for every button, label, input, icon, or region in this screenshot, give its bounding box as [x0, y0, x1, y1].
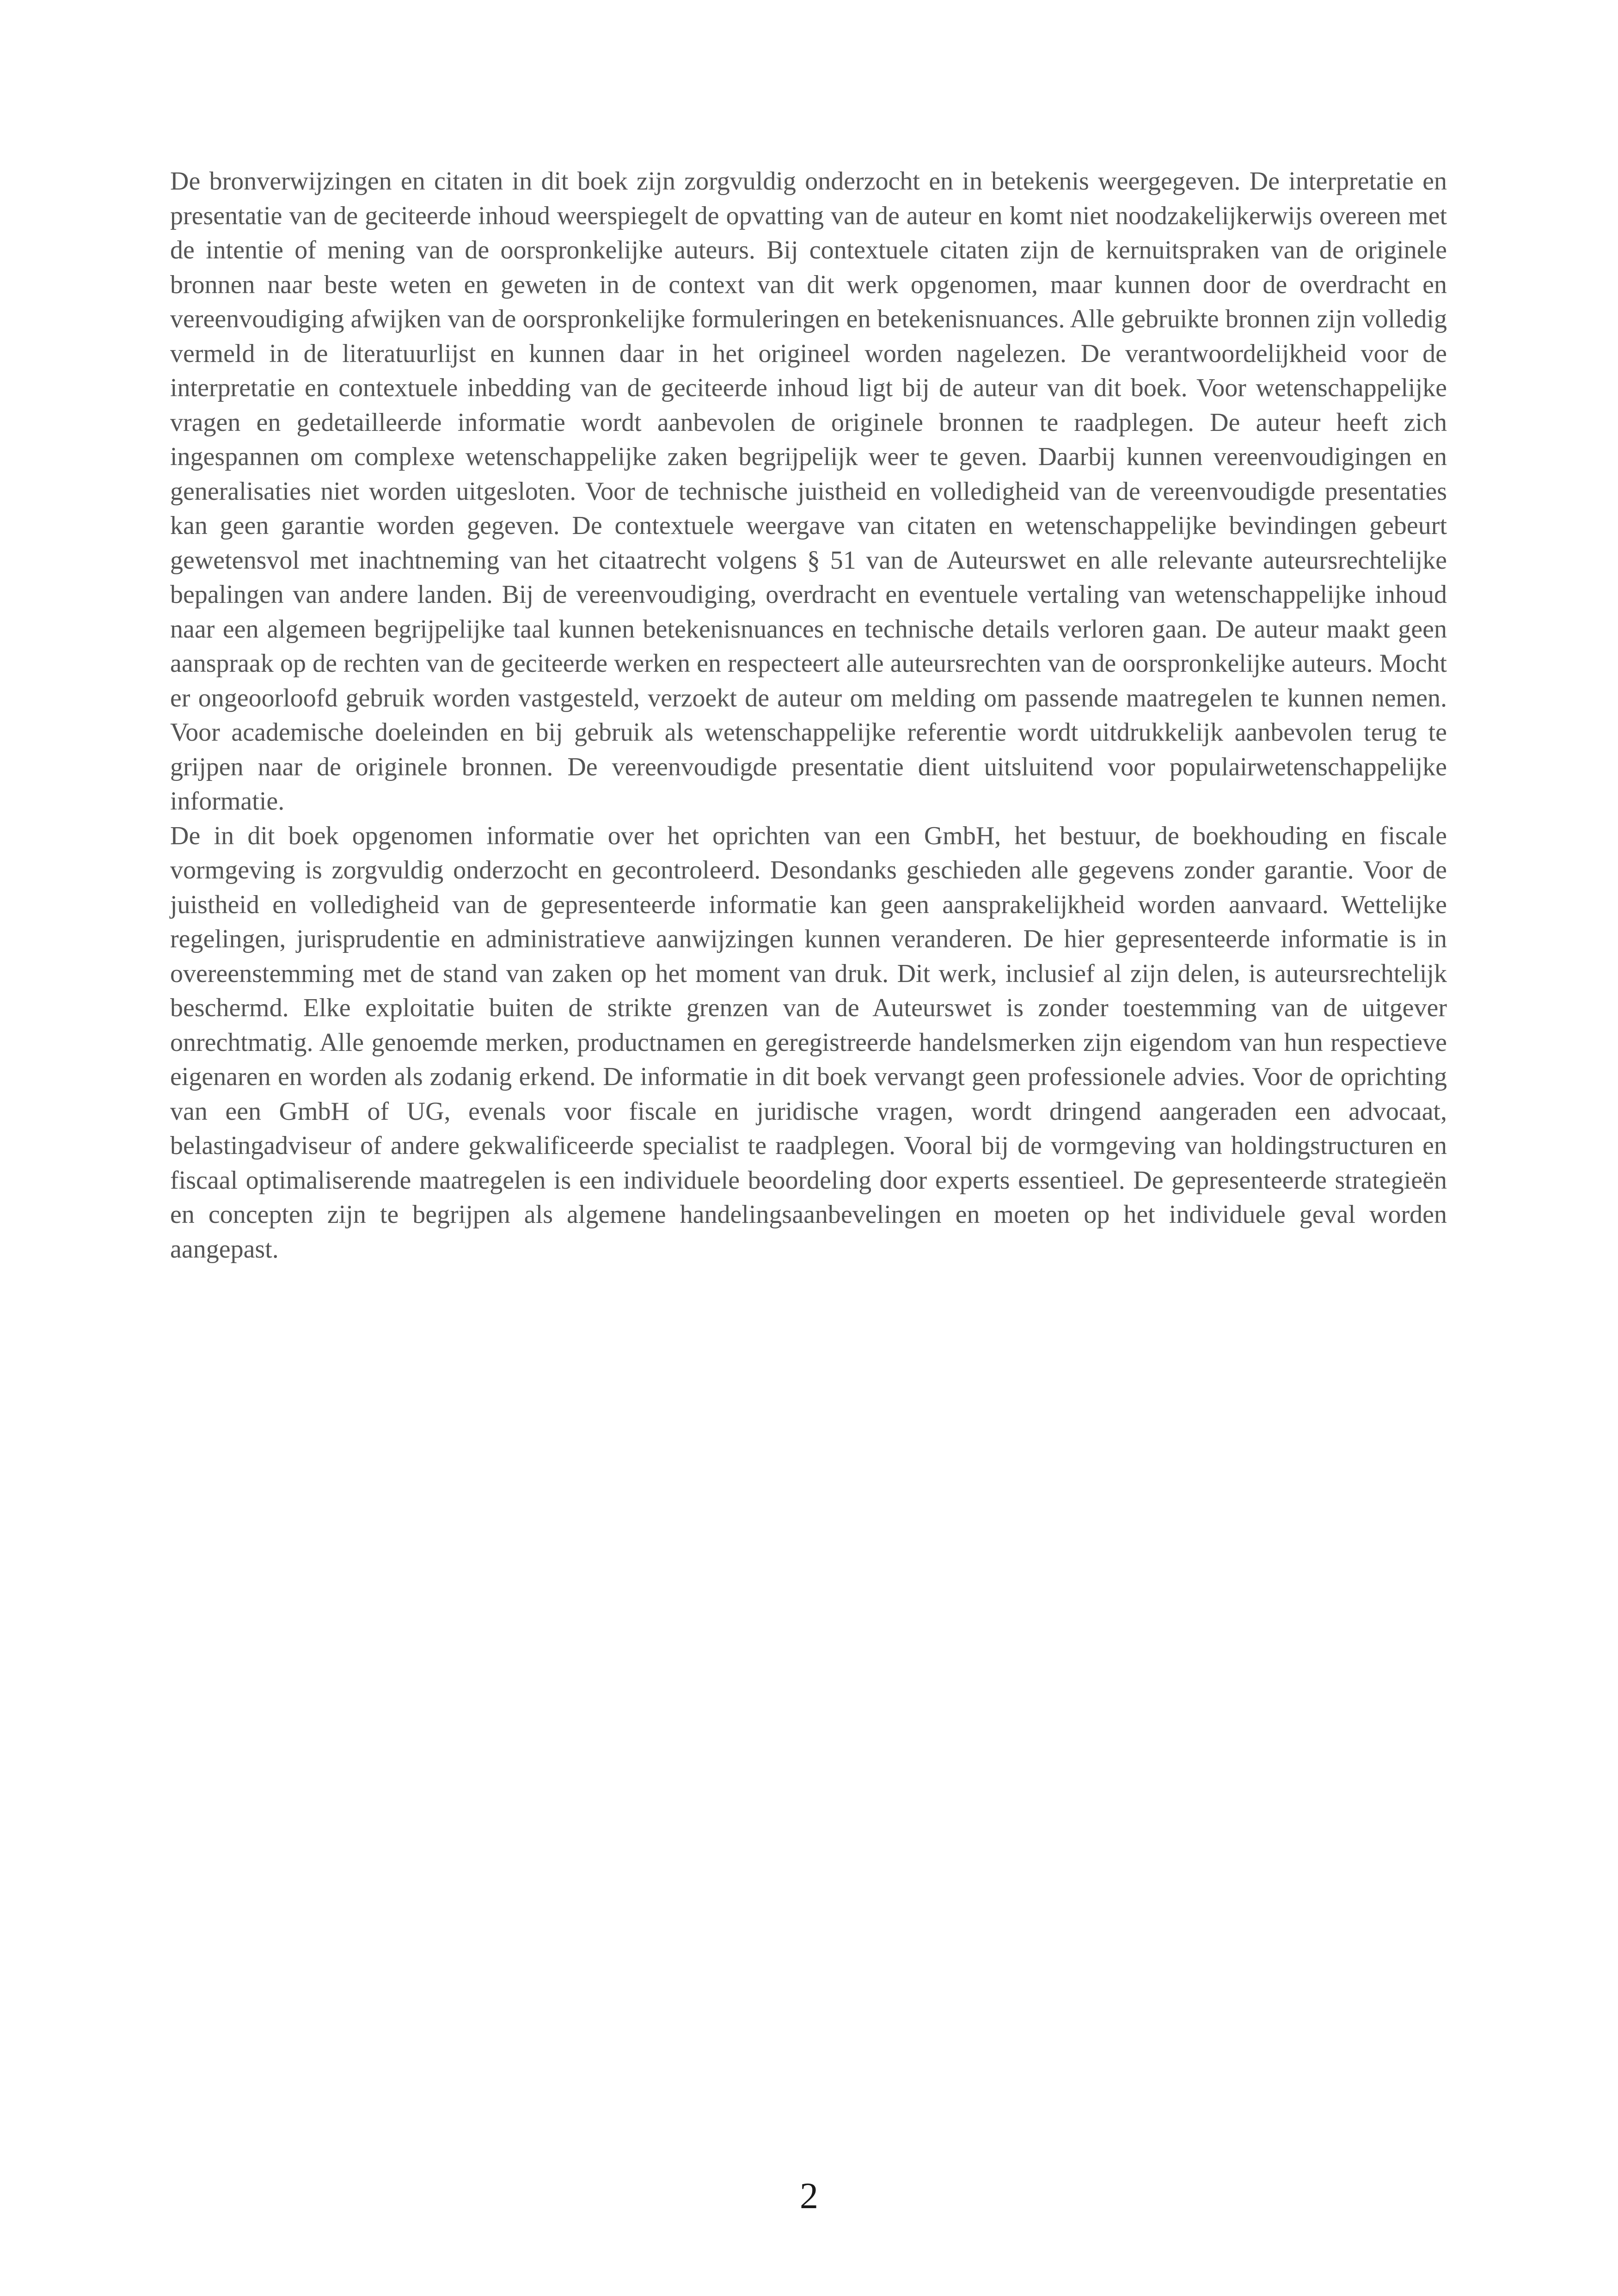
- body-text: [170, 164, 1447, 1266]
- page-number: 2: [800, 2176, 818, 2216]
- paragraph-legal-disclaimer: De in dit boek opgenomen informatie over het oprichten van een GmbH, het bestuur, de boekhouding en fiscale vormgeving is zorgvuldig onderzocht en gecontroleerd. Desondanks geschieden alle gegevens zonder garantie. Voor de juistheid en volledigheid van de gepresenteerde informatie kan geen aansprakelijkheid worden aanvaard. Wettelijke regelingen, jurisprudentie en administratieve aanwijzingen kunnen veranderen. De hier gepresenteerde informatie is in overeenstemming met de stand van zaken op het moment van druk. Dit werk, inclusief al zijn delen, is auteursrechtelijk beschermd. Elke exploitatie buiten de strikte grenzen van de Auteurswet is zonder toestemming van de uitgever onrechtmatig. Alle genoemde merken, productnamen en geregistreerde handelsmerken zijn eigendom van hun respectieve eigenaren en worden als zodanig erkend. De informatie in dit boek vervangt geen professionele advies. Voor de oprichting van een GmbH of UG, evenals voor fiscale en juridische vragen, wordt dringend aangeraden een advocaat, belastingadviseur of andere gekwalificeerde specialist te raadplegen. Vooral bij de vormgeving van holdingstructuren en fiscaal optimaliserende maatregelen is een individuele beoordeling door experts essentieel. De gepresenteerde strategieën en concepten zijn te begrijpen als algemene handelingsaanbevelingen en moeten op het individuele geval worden aangepast.: [170, 821, 1447, 1264]
- paragraph-sources-disclaimer: De bronverwijzingen en citaten in dit boek zijn zorgvuldig onderzocht en in betekenis weergegeven. De interpretatie en presentatie van de geciteerde inhoud weerspiegelt de opvatting van de auteur en komt niet noodzakelijkerwijs overeen met de intentie of mening van de oorspronkelijke auteurs. Bij contextuele citaten zijn de kernuitspraken van de originele bronnen naar beste weten en geweten in de context van dit werk opgenomen, maar kunnen door de overdracht en vereenvoudiging afwijken van de oorspronkelijke formuleringen en betekenisnuances. Alle gebruikte bronnen zijn volledig vermeld in de literatuurlijst en kunnen daar in het origineel worden nagelezen. De verantwoordelijkheid voor de interpretatie en contextuele inbedding van de geciteerde inhoud ligt bij de auteur van dit boek. Voor wetenschappelijke vragen en gedetailleerde informatie wordt aanbevolen de originele bronnen te raadplegen. De auteur heeft zich ingespannen om complexe wetenschappelijke zaken begrijpelijk weer te geven. Daarbij kunnen vereenvoudigingen en generalisaties niet worden uitgesloten. Voor de technische juistheid en volledigheid van de vereenvoudigde presentaties kan geen garantie worden gegeven. De contextuele weergave van citaten en wetenschappelijke bevindingen gebeurt gewetensvol met inachtneming van het citaatrecht volgens § 51 van de Auteurswet en alle relevante auteursrechtelijke bepalingen van andere landen. Bij de vereenvoudiging, overdracht en eventuele vertaling van wetenschappelijke inhoud naar een algemeen begrijpelijke taal kunnen betekenisnuances en technische details verloren gaan. De auteur maakt geen aanspraak op de rechten van de geciteerde werken en respecteert alle auteursrechten van de oorspronkelijke auteurs. Mocht er ongeoorloofd gebruik worden vastgesteld, verzoekt de auteur om melding om passende maatregelen te kunnen nemen. Voor academische doeleinden en bij gebruik als wetenschappelijke referentie wordt uitdrukkelijk aanbevolen terug te grijpen naar de originele bronnen. De vereenvoudigde presentatie dient uitsluitend voor populairwetenschappelijke informatie.: [170, 167, 1447, 816]
